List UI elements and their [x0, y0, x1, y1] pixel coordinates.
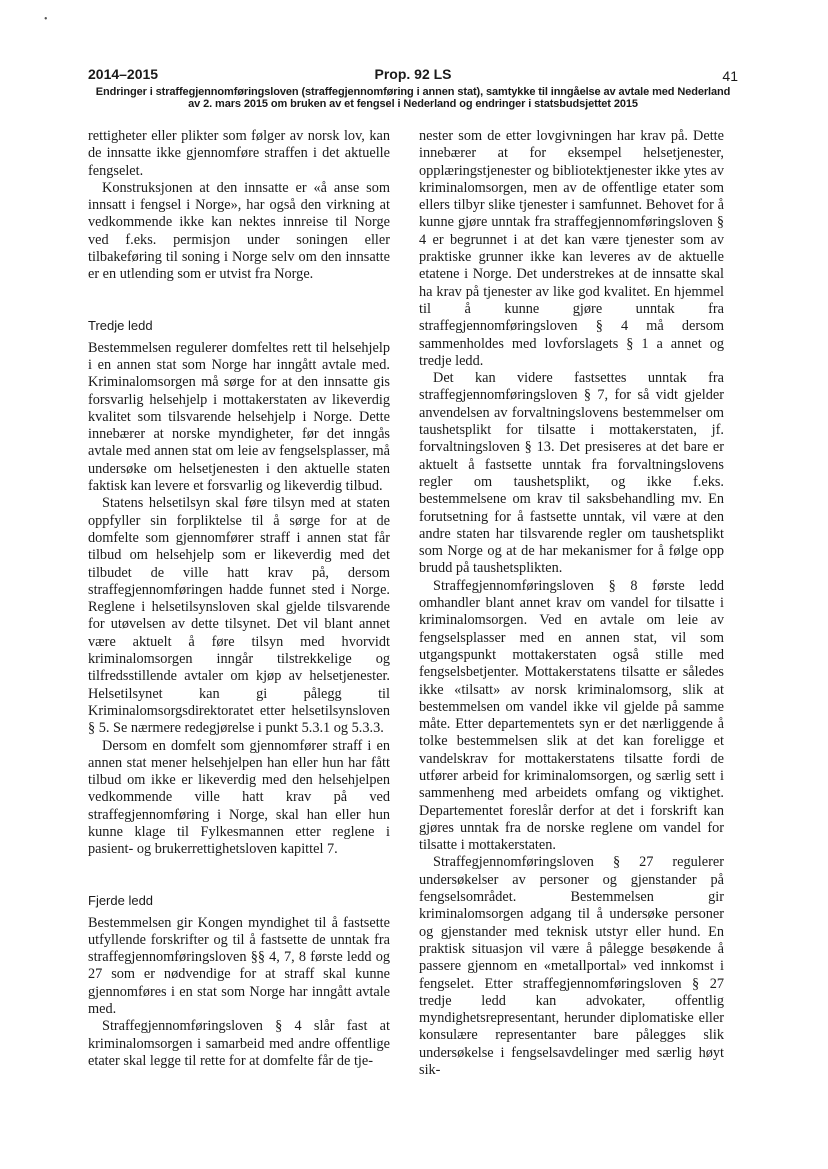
paragraph: Bestemmelsen gir Kongen myndighet til å fastsette utfyllende forskrifter og til å fastsette de unntak fra straffegjennomføringsloven §§ 4, 7, 8 første ledd og 27 som er nødvendige for at straff skal kunne gjennomføres i en stat som Norge har inngått avtale med. [88, 914, 390, 1018]
paragraph: Konstruksjonen at den innsatte er «å anse som innsatt i fengsel i Norge», har også den virkning at vedkommende ikke kan nektes innreise til Norge ved f.eks. permisjon under soningen eller tilbakeføring til soning i Norge selv om den innsatte er en utlending som er utvist fra Norge. [88, 179, 390, 283]
header-prop: Prop. 92 LS [374, 66, 452, 82]
paragraph: nester som de etter lovgivningen har krav på. Dette innebærer at for eksempel helsetjenester, opplæringstjenester og bibliotektjenester ikke ytes av kriminalomsorgen, men av de offentlige etater som ellers tilbyr slike tjenester i samfunnet. Behovet for å kunne gjøre unntak fra straffegjennomføringsloven § 4 er begrunnet i at det kan være tjenester som av praktiske grunner ikke kan leveres av de aktuelle etatene i Norge. Det understrekes at de innsatte skal ha krav på tjenester av like god kvalitet. En hjemmel til å kunne gjøre unntak fra straffegjennomføringsloven § 4 må dersom sammenholdes med lovforslagets § 1 a annet og tredje ledd. [419, 128, 724, 369]
paragraph: Bestemmelsen regulerer domfeltes rett til helsehjelp i en annen stat som Norge har inngått avtale med. Kriminalomsorgen må sørge for at den innsatte gis forsvarlig helsehjelp i mottakerstaten av likeverdig kvalitet som tilsvarende helsehjelp i Norge. Dette innebærer at norske myndigheter, før det inngås avtale med annen stat om leie av fengselsplasser, må undersøke om helsetjenesten i den aktuelle staten faktisk kan levere et forsvarlig og likeverdig tilbud. [88, 339, 390, 495]
left-column [88, 128, 390, 1070]
paragraph: Straffegjennomføringsloven § 27 regulerer undersøkelser av personer og gjenstander på fengselsområdet. Bestemmelsen gir kriminalomsorgen adgang til å undersøke personer og gjenstander med teknisk utstyr eller hund. En praktisk situasjon vil være å pålegge besøkende å passere gjennom en «metallportal» ved innkomst i fengselet. Etter straffegjennomføringsloven § 27 tredje ledd kan advokater, offentlig myndighetsrepresentant, herunder diplomatiske eller konsulære representanter bare pålegges slik undersøkelse i fengselsavdelinger med særlig høyt sik- [419, 854, 724, 1079]
paragraph: Straffegjennomføringsloven § 8 første ledd omhandler blant annet krav om vandel for tilsatte i kriminalomsorgen. Ved en avtale om leie av fengselsplasser med en annen stat, vil som utgangspunkt mottakerstaten også stille med fengselsbetjenter. Mottakerstatens tilsatte er således ikke «tilsatt» av norsk kriminalomsorg, slik at bestemmelsen om vandel ikke vil gjelde på samme måte. Etter departementets syn er det nærliggende å tolke bestemmelsen slik at det kan foreligge et vandelskrav for mottakerstatens tilsatte fordi de utfører arbeid for kriminalomsorgen, og særlig sett i sammenheng med arbeidets omfang og viktighet. Departementet foreslår derfor at det i forskrift kan gjøres unntak fra de norske reglene om vandel for tilsatte i mottakerstaten. [419, 577, 724, 854]
page-number: 41 [722, 68, 738, 84]
paragraph: Dersom en domfelt som gjennomfører straff i en annen stat mener helsehjelpen han eller hun har fått tilbud om ikke er likeverdig med den helsehjelpen vedkommende ville hatt krav på ved straffegjennomføring i Norge, skal han eller hun kunne klage til Fylkesmannen etter reglene i pasient- og brukerrettighetsloven kapittel 7. [88, 737, 390, 858]
scan-mark: • [44, 14, 48, 25]
right-column [419, 128, 724, 1079]
paragraph: Det kan videre fastsettes unntak fra straffegjennomføringsloven § 7, for så vidt gjelder anvendelsen av forvaltningslovens bestemmelser om taushetsplikt for tilsatte i mottakerstaten, jf. forvaltningsloven § 13. Det presiseres at det bare er aktuelt å fastsette unntak fra forvaltningslovens regler om taushetsplikt, og ikke f.eks. bestemmelsene om krav til saksbehandling mv. En forutsetning for å fastsette unntak, vil være at den andre staten har tilsvarende regler om taushetsplikt som Norge og at de har mekanismer for å følge opp brudd på taushetsplikten. [419, 370, 724, 577]
paragraph: Straffegjennomføringsloven § 4 slår fast at kriminalomsorgen i samarbeid med andre offentlige etater skal legge til rette for at domfelte får de tje- [88, 1018, 390, 1069]
paragraph: rettigheter eller plikter som følger av norsk lov, kan de innsatte ikke gjennomføre straffen i det aktuelle fengselet. [88, 128, 390, 179]
section-heading: Fjerde ledd [88, 892, 154, 908]
header-subtitle-1: Endringer i straffegjennomføringsloven (straffegjennomføring i annen stat), samtykke til inngåelse av avtale med Nederland [95, 86, 731, 98]
paragraph: Statens helsetilsyn skal føre tilsyn med at staten oppfyller sin forpliktelse til å sørge for at de domfelte som gjennomfører straff i annen stat får tilbud om helsehjelp som er likeverdig med det tilbudet de ville hatt krav på, dersom straffegjennomføringen hadde funnet sted i Norge. Reglene i helsetilsynsloven skal gjelde tilsvarende for utøvelsen av dette tilsynet. Det vil blant annet være aktuelt å føre tilsyn med hvorvidt kriminalomsorgen inngår tilstrekkelige og tilfredsstillende avtaler om kjøp av helsetjenester. Helsetilsynet kan gi pålegg til Kriminalomsorgsdirektoratet etter helsetilsynsloven § 5. Se nærmere redegjørelse i punkt 5.3.1 og 5.3.3. [88, 495, 390, 737]
header-year: 2014–2015 [88, 66, 159, 82]
header-subtitle-2: av 2. mars 2015 om bruken av et fengsel i Nederland og endringer i statsbudsjettet 2015 [188, 98, 638, 110]
section-heading: Tredje ledd [88, 317, 153, 333]
page-header [88, 66, 738, 110]
